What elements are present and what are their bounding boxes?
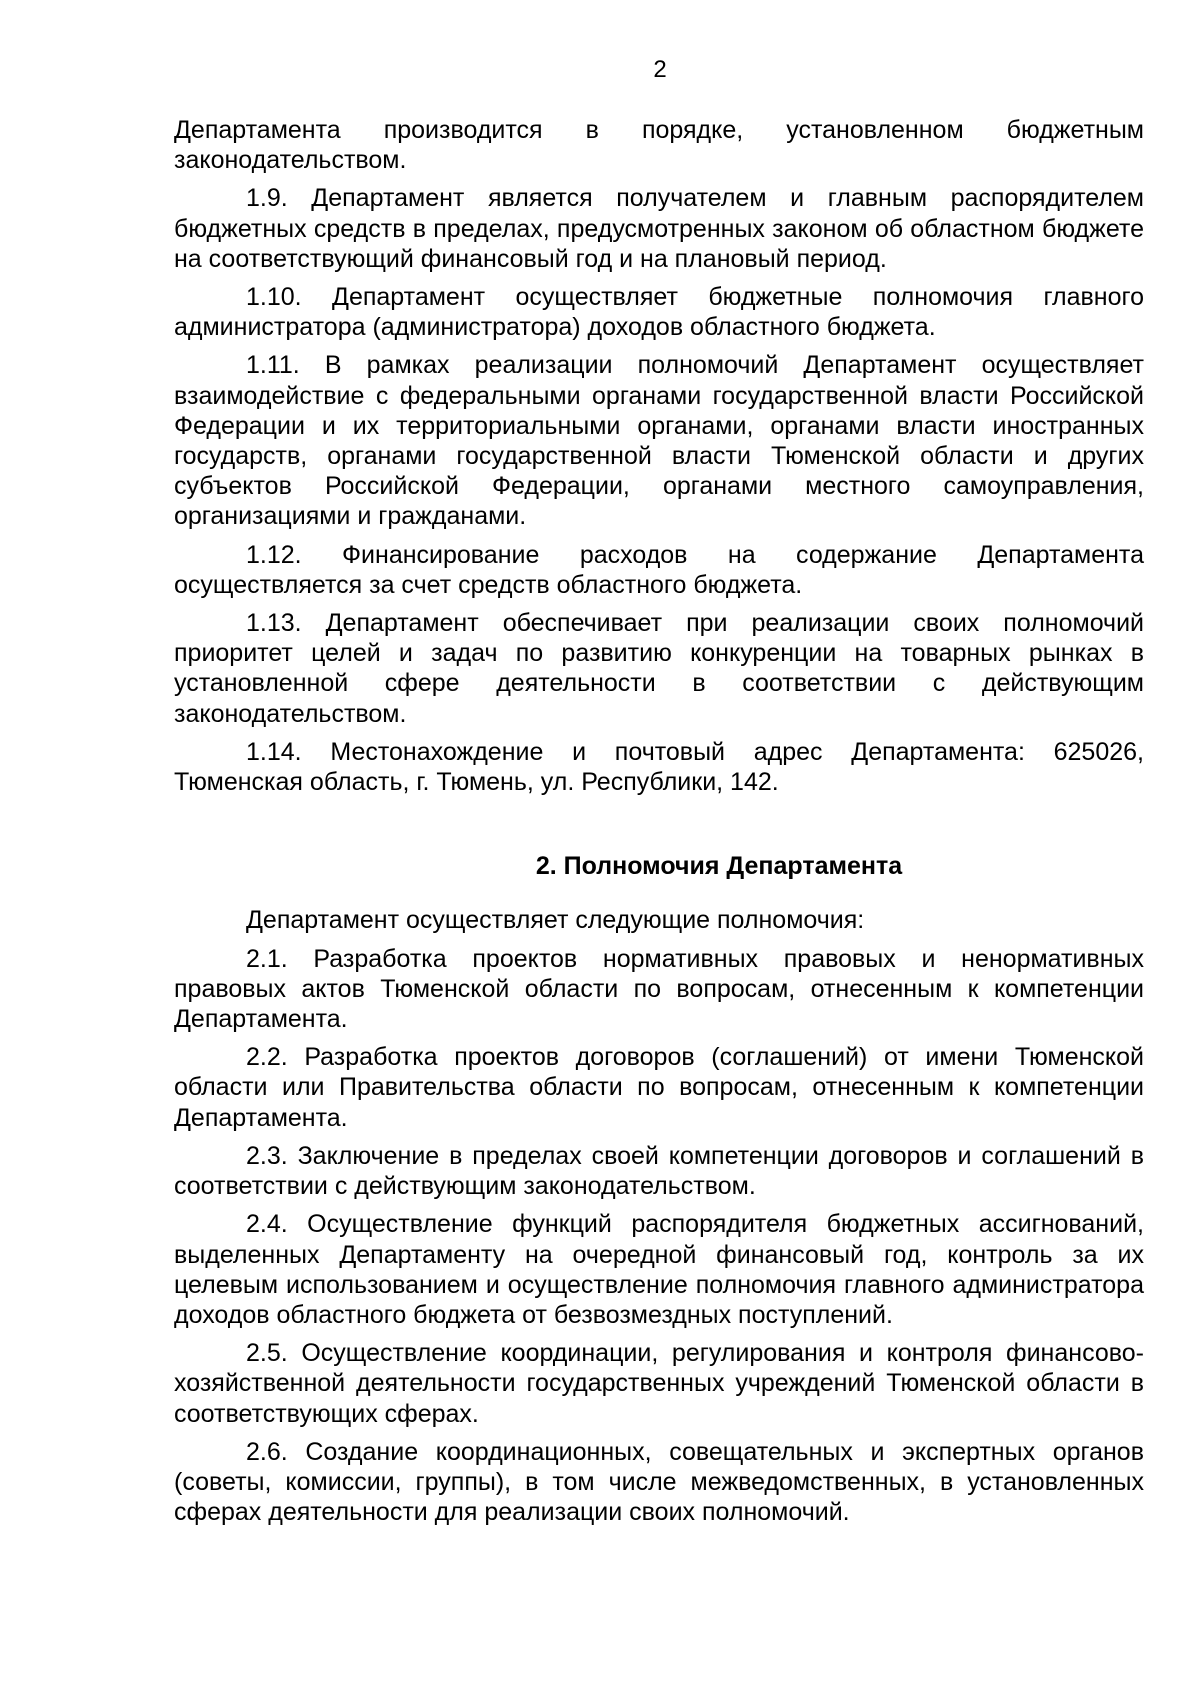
- paragraph-2-3: 2.3. Заключение в пределах своей компетенции договоров и соглашений в соответствии с действующим законодательством.: [174, 1141, 1144, 1201]
- paragraph-2-2: 2.2. Разработка проектов договоров (соглашений) от имени Тюменской области или Правительства области по вопросам, отнесенным к компетенции Департамента.: [174, 1043, 1144, 1132]
- paragraph-1-11: 1.11. В рамках реализации полномочий Департамент осуществляет взаимодействие с федеральными органами государственной власти Российской Федерации и их территориальными органами, органами власти иностранных государств, органами государственной власти Тюменской области и других субъектов Российской Федерации, органами местного самоуправления, организациями и гражданами.: [174, 351, 1144, 531]
- paragraph-1-14: 1.14. Местонахождение и почтовый адрес Департамента: 625026, Тюменская область, г. Тюмень, ул. Республики, 142.: [174, 737, 1144, 797]
- page-number: 2: [653, 56, 667, 83]
- paragraph-2-6: 2.6. Создание координационных, совещательных и экспертных органов (советы, комиссии, группы), в том числе межведомственных, в установленных сферах деятельности для реализации своих полномочий.: [174, 1437, 1144, 1527]
- paragraph-2-4: 2.4. Осуществление функций распорядителя бюджетных ассигнований, выделенных Департаменту на очередной финансовый год, контроль за их целевым использованием и осуществление полномочия главного администратора доходов областного бюджета от безвозмездных поступлений.: [174, 1210, 1144, 1329]
- document-body: [174, 115, 1144, 1535]
- paragraph-section2-intro: Департамент осуществляет следующие полномочия:: [246, 906, 865, 935]
- paragraph-1-10: 1.10. Департамент осуществляет бюджетные полномочия главного администратора (администратора) доходов областного бюджета.: [174, 283, 1144, 342]
- paragraph-1-13: 1.13. Департамент обеспечивает при реализации своих полномочий приоритет целей и задач по развитию конкуренции на товарных рынках в установленной сфере деятельности в соответствии с действующим законодательством.: [174, 609, 1144, 728]
- paragraph-continuation: Департамента производится в порядке, установленном бюджетным законодательством.: [174, 116, 1144, 175]
- paragraph-1-12: 1.12. Финансирование расходов на содержание Департамента осуществляется за счет средств областного бюджета.: [174, 540, 1144, 599]
- section-heading: 2. Полномочия Департамента: [535, 852, 903, 881]
- paragraph-2-1: 2.1. Разработка проектов нормативных правовых и ненормативных правовых актов Тюменской области по вопросам, отнесенным к компетенции Департамента.: [174, 944, 1144, 1034]
- paragraph-1-9: 1.9. Департамент является получателем и главным распорядителем бюджетных средств в пределах, предусмотренных законом об областном бюджете на соответствующий финансовый год и на плановый период.: [174, 184, 1144, 273]
- paragraph-2-5: 2.5. Осуществление координации, регулирования и контроля финансово-хозяйственной деятельности государственных учреждений Тюменской области в соответствующих сферах.: [174, 1339, 1144, 1428]
